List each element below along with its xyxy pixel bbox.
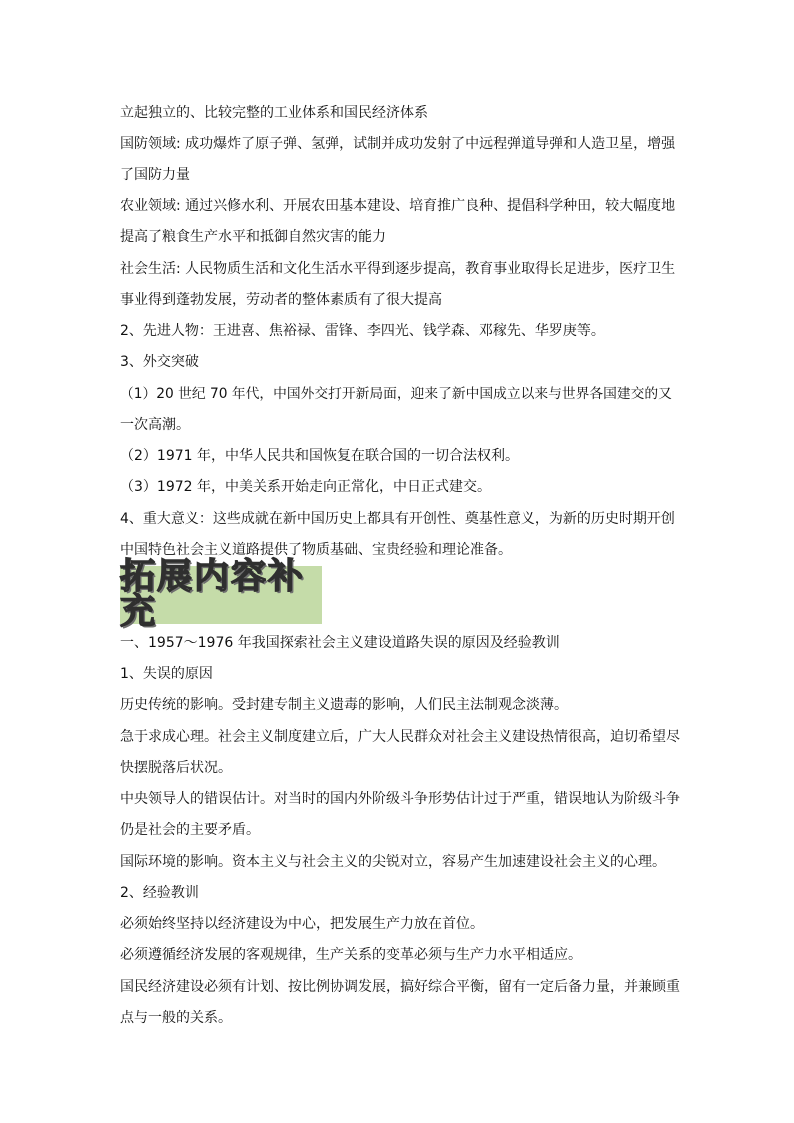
text-line: 快摆脱落后状况。 — [120, 760, 232, 776]
text-line: 国际环境的影响。资本主义与社会主义的尖锐对立，容易产生加速建设社会主义的心理。 — [120, 854, 666, 870]
text-line: 一、1957～1976 年我国探索社会主义建设道路失误的原因及经验教训 — [120, 635, 560, 651]
text-line: 中国特色社会主义道路提供了物质基础、宝贵经验和理论准备。 — [120, 542, 512, 558]
text-line: （3）1972 年，中美关系开始走向正常化，中日正式建交。 — [120, 479, 491, 495]
text-line: 2、经验教训 — [120, 885, 199, 901]
section-banner — [120, 557, 322, 632]
text-line: 历史传统的影响。受封建专制主义遗毒的影响，人们民主法制观念淡薄。 — [120, 697, 568, 713]
text-line: 国民经济建设必须有计划、按比例协调发展，搞好综合平衡，留有一定后备力量，并兼顾重 — [120, 979, 680, 995]
text-line: 4、重大意义：这些成就在新中国历史上都具有开创性、奠基性意义，为新的历史时期开创 — [120, 511, 675, 527]
section-banner-title: 拓展内容补充 — [120, 557, 306, 632]
text-line: 3、外交突破 — [120, 354, 199, 370]
text-line: 社会生活: 人民物质生活和文化生活水平得到逐步提高，教育事业取得长足进步，医疗卫生 — [120, 261, 676, 277]
text-line: （1）20 世纪 70 年代，中国外交打开新局面，迎来了新中国成立以来与世界各国建交的又 — [120, 386, 672, 402]
text-line: 仍是社会的主要矛盾。 — [120, 822, 260, 838]
text-line: 中央领导人的错误估计。对当时的国内外阶级斗争形势估计过于严重，错误地认为阶级斗争 — [120, 791, 680, 807]
text-line: 点与一般的关系。 — [120, 1010, 232, 1026]
text-line: 1、失误的原因 — [120, 666, 213, 682]
text-line: 提高了粮食生产水平和抵御自然灾害的能力 — [120, 229, 386, 245]
text-line: 急于求成心理。社会主义制度建立后，广大人民群众对社会主义建设热情很高，迫切希望尽 — [120, 729, 680, 745]
text-line: 事业得到蓬勃发展，劳动者的整体素质有了很大提高 — [120, 292, 442, 308]
text-line: （2）1971 年，中华人民共和国恢复在联合国的一切合法权利。 — [120, 448, 519, 464]
text-line: 农业领域: 通过兴修水利、开展农田基本建设、培育推广良种、提倡科学种田，较大幅度地 — [120, 198, 676, 214]
text-line: 了国防力量 — [120, 167, 190, 183]
text-line: 国防领域: 成功爆炸了原子弹、氢弹，试制并成功发射了中远程弹道导弹和人造卫星，增强 — [120, 136, 676, 152]
text-line: 立起独立的、比较完整的工业体系和国民经济体系 — [120, 105, 428, 121]
text-line: 2、先进人物：王进喜、焦裕禄、雷锋、李四光、钱学森、邓稼先、华罗庚等。 — [120, 323, 605, 339]
text-line: 必须始终坚持以经济建设为中心，把发展生产力放在首位。 — [120, 916, 484, 932]
text-line: 一次高潮。 — [120, 417, 190, 433]
text-line: 必须遵循经济发展的客观规律，生产关系的变革必须与生产力水平相适应。 — [120, 947, 582, 963]
